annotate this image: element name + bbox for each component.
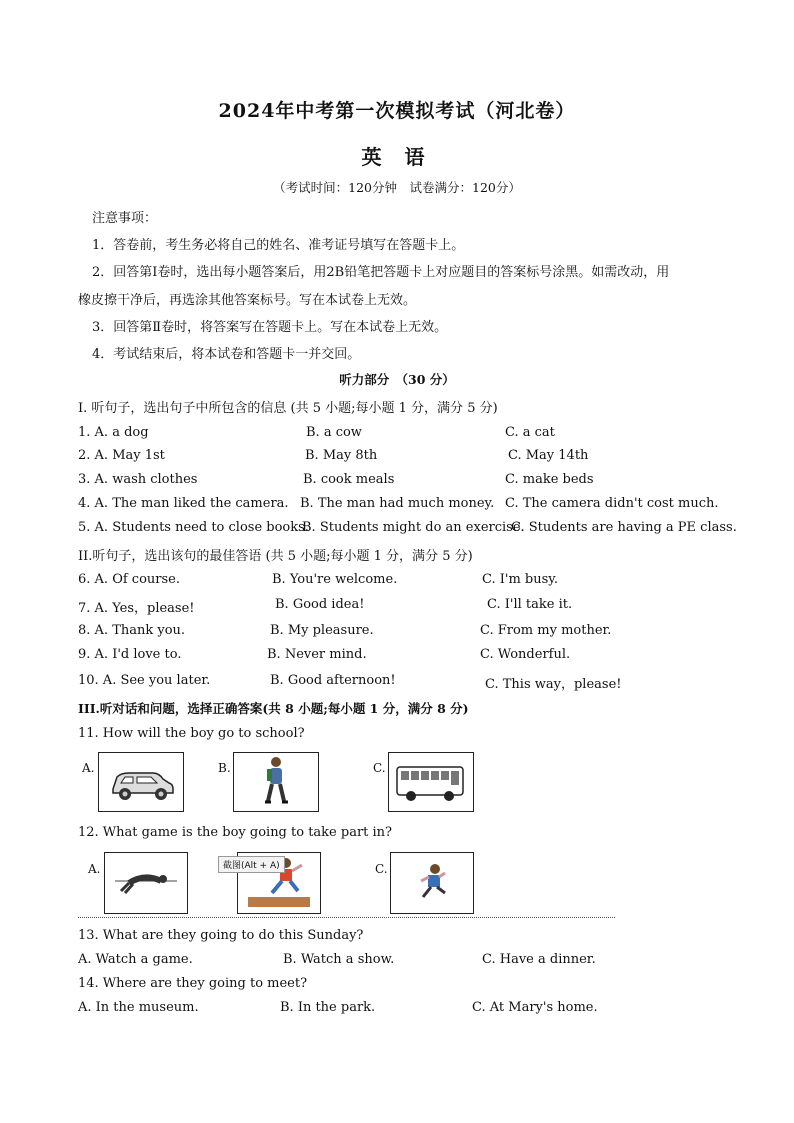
option-c: C. Wonderful. [480,647,571,662]
option-c: C. I'm busy. [482,572,559,587]
option-b: B. Students might do an exercise. [302,520,525,535]
option-a: 6. A. Of course. [78,572,180,587]
car-picture [98,752,184,812]
option-a: 10. A. See you later. [78,673,211,688]
dotted-divider [78,917,615,918]
listening-title: 听力部分 （30 分） [339,372,455,387]
option-c: C. Students are having a PE class. [511,520,737,535]
bus-picture [388,752,474,812]
option-a: 9. A. I'd love to. [78,647,182,662]
option-c: C. At Mary's home. [472,1000,598,1015]
pic-label-b: B. [218,761,231,775]
question-13: 13. What are they going to do this Sunday? [78,928,364,943]
note-item: 1．答卷前，考生务必将自己的姓名、准考证号填写在答题卡上。 [92,238,465,253]
high-jump-picture [104,852,188,914]
option-b: B. May 8th [305,448,378,463]
option-c: C. May 14th [508,448,589,463]
question-14: 14. Where are they going to meet? [78,976,308,991]
option-a: 1. A. a dog [78,425,149,440]
bus-icon [389,753,473,811]
note-item: 2．回答第Ⅰ卷时，选出每小题答案后，用2B铅笔把答题卡上对应题目的答案标号涂黑。如需改动，用 [92,265,670,280]
walking-boy-picture [233,752,319,812]
option-b: B. The man had much money. [300,496,495,511]
question-12: 12. What game is the boy going to take part in? [78,825,393,840]
option-b: B. In the park. [280,1000,376,1015]
car-icon [99,753,183,811]
option-a: A. Watch a game. [78,952,193,967]
walking-person-icon [234,753,318,811]
option-c: C. I'll take it. [487,597,573,612]
option-a: 2. A. May 1st [78,448,165,463]
part1-heading: I. 听句子，选出句子中所包含的信息 (共 5 小题;每小题 1 分，满分 5 分) [78,401,498,416]
option-a: 5. A. Students need to close books. [78,520,309,535]
option-b: B. Watch a show. [283,952,395,967]
question-11: 11. How will the boy go to school? [78,726,305,741]
option-c: C. The camera didn't cost much. [505,496,719,511]
screenshot-tooltip: 截图(Alt + A) [218,856,285,873]
exam-title: 2024年中考第一次模拟考试（河北卷） [218,100,576,122]
note-item: 3．回答第Ⅱ卷时，将答案写在答题卡上。写在本试卷上无效。 [92,320,448,335]
option-c: C. a cat [505,425,555,440]
notes-heading: 注意事项： [92,211,158,226]
running-person-icon [391,853,473,913]
pic-label-a: A. [82,761,95,775]
option-b: B. Never mind. [267,647,367,662]
note-item: 橡皮擦干净后，再选涂其他答案标号。写在本试卷上无效。 [78,293,417,308]
option-b: B. Good idea! [275,597,365,612]
option-b: B. cook meals [303,472,395,487]
part3-heading: III.听对话和问题，选择正确答案(共 8 小题;每小题 1 分，满分 8 分) [78,701,469,716]
pic-label-a: A. [88,862,101,876]
note-item: 4．考试结束后，将本试卷和答题卡一并交回。 [92,347,361,362]
option-b: B. You're welcome. [272,572,398,587]
pic-label-c: C. [373,761,386,775]
option-a: 7. A. Yes，please! [78,601,195,616]
running-picture [390,852,474,914]
option-b: B. My pleasure. [270,623,374,638]
option-a: A. In the museum. [78,1000,199,1015]
option-b: B. a cow [306,425,362,440]
exam-info: （考试时间：120分钟 试卷满分：120分） [273,180,521,195]
option-c: C. Have a dinner. [482,952,596,967]
option-a: 4. A. The man liked the camera. [78,496,289,511]
option-a: 8. A. Thank you. [78,623,186,638]
option-c: C. From my mother. [480,623,612,638]
pic-label-c: C. [375,862,388,876]
option-b: B. Good afternoon! [270,673,396,688]
subject-title: 英 语 [361,145,433,169]
option-c: C. This way，please! [485,677,622,692]
high-jump-icon [105,853,187,913]
option-a: 3. A. wash clothes [78,472,198,487]
option-c: C. make beds [505,472,594,487]
part2-heading: II.听句子，选出该句的最佳答语 (共 5 小题;每小题 1 分，满分 5 分) [78,549,473,564]
